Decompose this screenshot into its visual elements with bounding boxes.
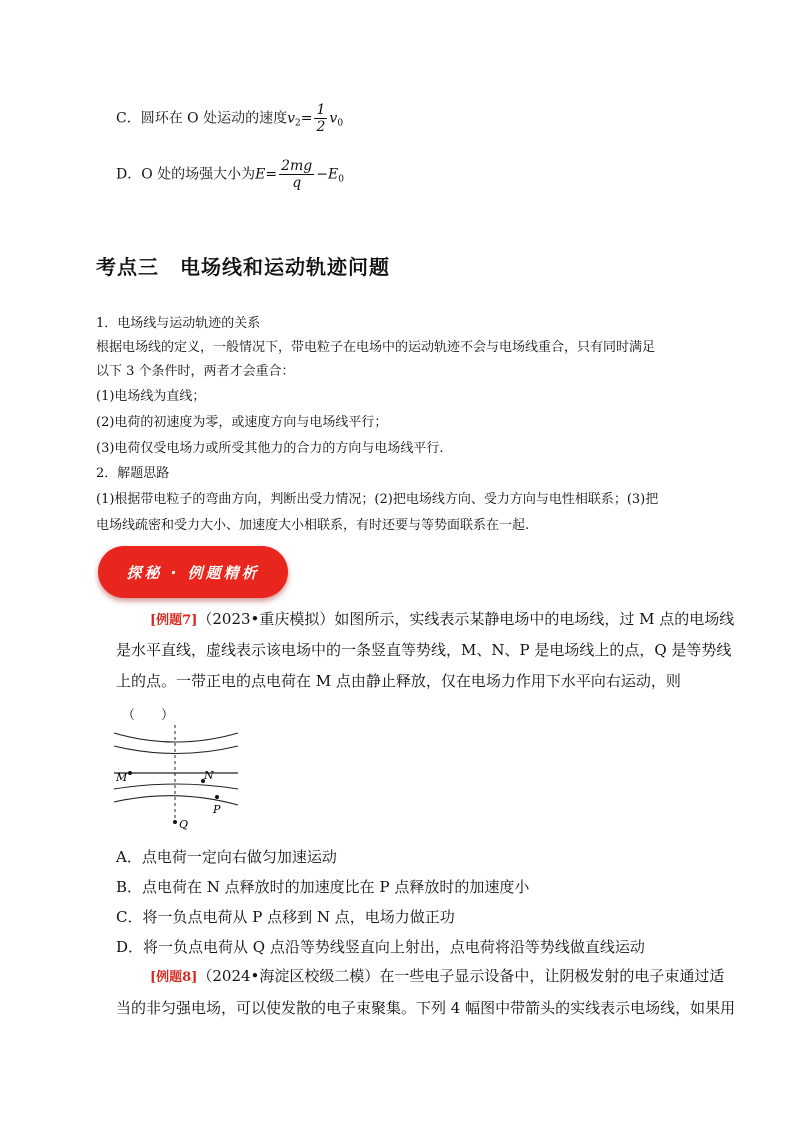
body-line-2: 根据电场线的定义，一般情况下，带电粒子在电场中的运动轨迹不会与电场线重合，只有同时满足 (96, 340, 656, 355)
example7-line1-text: （2023•重庆模拟）如图所示，实线表示某静电场中的电场线，过 M 点的电场线 (197, 610, 735, 628)
option-c-den: 2 (316, 119, 326, 135)
section-heading: 考点三 电场线和运动轨迹问题 (96, 255, 390, 279)
option-c (116, 102, 343, 135)
example7-option-b: B．点电荷在 N 点释放时的加速度比在 P 点释放时的加速度小 (116, 878, 530, 896)
option-c-rhs-sub: 0 (337, 118, 344, 129)
option-c-lhs: v (287, 110, 296, 127)
example8-line1 (150, 961, 724, 993)
example7-line2: 是水平直线，虚线表示该电场中的一条竖直等势线，M、N、P 是电场线上的点，Q 是等势线 (116, 641, 732, 659)
label-q: Q (179, 818, 189, 831)
option-d-lhs: E (255, 166, 266, 183)
label-p: P (213, 803, 221, 816)
example7-line1 (150, 604, 734, 636)
example8-line2: 当的非匀强电场，可以使发散的电子束聚集。下列 4 幅图中带箭头的实线表示电场线，如果用 (116, 999, 736, 1017)
point-m (128, 771, 132, 775)
option-d-eq: = (265, 166, 278, 183)
example7-line3: 上的点。一带正电的点电荷在 M 点由静止释放，仅在电场力作用下水平向右运动，则 (116, 672, 681, 690)
example7-option-d: D．将一负点电荷从 Q 点沿等势线竖直向上射出，点电荷将沿等势线做直线运动 (116, 938, 645, 956)
option-d-minus: − (316, 166, 329, 183)
option-c-eq: = (300, 110, 313, 127)
option-c-lhs-sub: 2 (295, 118, 301, 129)
option-d-num: 2mg (281, 158, 313, 174)
example7-label: [例题7] (150, 613, 198, 628)
example7-answer-paren: （ ） (122, 708, 175, 723)
option-d-fraction (279, 158, 314, 191)
body-line-1: 1．电场线与运动轨迹的关系 (96, 316, 261, 331)
option-d-text: D．O 处的场强大小为 (116, 166, 256, 183)
option-c-fraction (314, 102, 327, 135)
example7-option-c: C．将一负点电荷从 P 点移到 N 点，电场力做正功 (116, 908, 455, 926)
banner-text: 探秘 · 例题精析 (126, 563, 260, 582)
example8-line1-text: （2024•海淀区校级二模）在一些电子显示设备中，让阴极发射的电子束通过适 (197, 967, 725, 985)
body-line-6: (3)电荷仅受电场力或所受其他力的合力的方向与电场线平行. (96, 441, 444, 456)
option-c-rhs: v (329, 110, 338, 127)
field-lines-figure (110, 725, 245, 835)
body-line-7: 2．解题思路 (96, 466, 170, 481)
point-p (215, 795, 219, 799)
body-line-9: 电场线疏密和受力大小、加速度大小相联系，有时还要与等势面联系在一起. (96, 518, 530, 533)
body-line-8: (1)根据带电粒子的弯曲方向，判断出受力情况；(2)把电场线方向、受力方向与电性相联系；(3)把 (96, 492, 659, 507)
example8-label: [例题8] (150, 970, 198, 985)
option-c-text: C．圆环在 O 处运动的速度 (116, 110, 288, 127)
field-line-top-2 (114, 746, 238, 754)
example7-option-a: A．点电荷一定向右做匀加速运动 (116, 848, 337, 866)
field-line-top-1 (114, 733, 238, 742)
option-d-den: q (292, 175, 302, 191)
body-line-5: (2)电荷的初速度为零，或速度方向与电场线平行； (96, 415, 388, 430)
label-m: M (116, 771, 128, 784)
point-q (173, 820, 177, 824)
field-line-bottom-1 (114, 784, 238, 789)
body-line-4: (1)电场线为直线； (96, 389, 206, 404)
label-n: N (204, 769, 214, 782)
option-d-rhs-sub: 0 (338, 174, 344, 185)
option-d (116, 158, 344, 191)
option-d-rhs: E (328, 166, 339, 183)
example-banner (98, 546, 288, 598)
option-c-num: 1 (316, 102, 326, 118)
body-line-3: 以下 3 个条件时，两者才会重合： (96, 364, 295, 379)
